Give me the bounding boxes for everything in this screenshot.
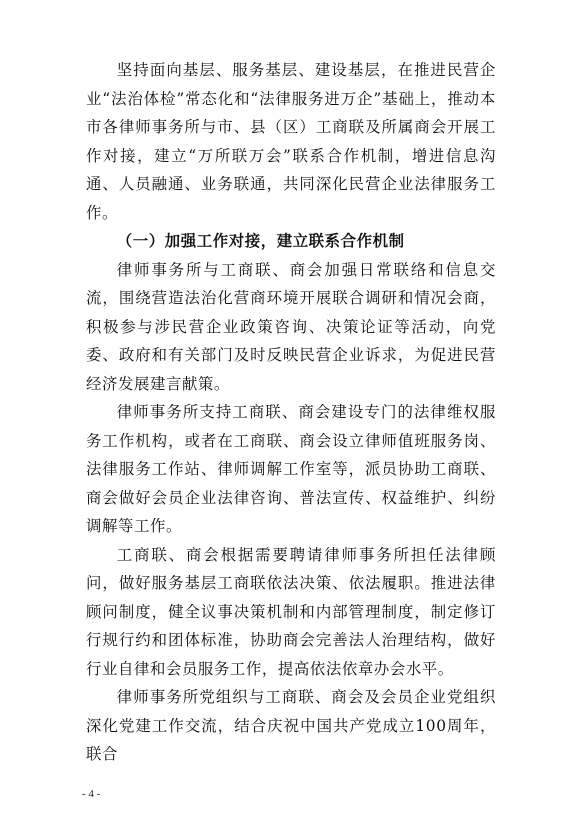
paragraph-support: 律师事务所支持工商联、商会建设专门的法律维权服务工作机构，或者在工商联、商会设立律师值班服务岗、法律服务工作站、律师调解工作室等，派员协助工商联、商会做好会员企业法律咨询、普法宣传、权益维护、纠纷调解等工作。	[86, 403, 496, 535]
paragraph-intro: 坚持面向基层、服务基层、建设基层，在推进民营企业“法治体检”常态化和“法律服务进万企”基础上，推动本市各律师事务所与市、县（区）工商联及所属商会开展工作对接，建立“万所联万会”联系合作机制，增进信息沟通、人员融通、业务联通，共同深化民营企业法律服务工作。	[86, 61, 496, 222]
paragraph-party-building: 律师事务所党组织与工商联、商会及会员企业党组织深化党建工作交流，结合庆祝中国共产党成立100周年，联合	[86, 688, 496, 763]
paragraph-legal-counsel: 工商联、商会根据需要聘请律师事务所担任法律顾问，做好服务基层工商联依法决策、依法履职。推进法律顾问制度，健全议事决策机制和内部管理制度，制定修订行规行约和团体标准，协助商会完善法人治理结构，做好行业自律和会员服务工作，提高依法依章办会水平。	[86, 545, 496, 678]
page-number: - 4 -	[82, 788, 101, 800]
section-heading: （一）加强工作对接，建立联系合作机制	[116, 232, 405, 250]
paragraph-liaison: 律师事务所与工商联、商会加强日常联络和信息交流，围绕营造法治化营商环境开展联合调研和情况会商，积极参与涉民营企业政策咨询、决策论证等活动，向党委、政府和有关部门及时反映民营企业诉求，为促进民营经济发展建言献策。	[86, 260, 496, 393]
document-body	[86, 56, 496, 769]
